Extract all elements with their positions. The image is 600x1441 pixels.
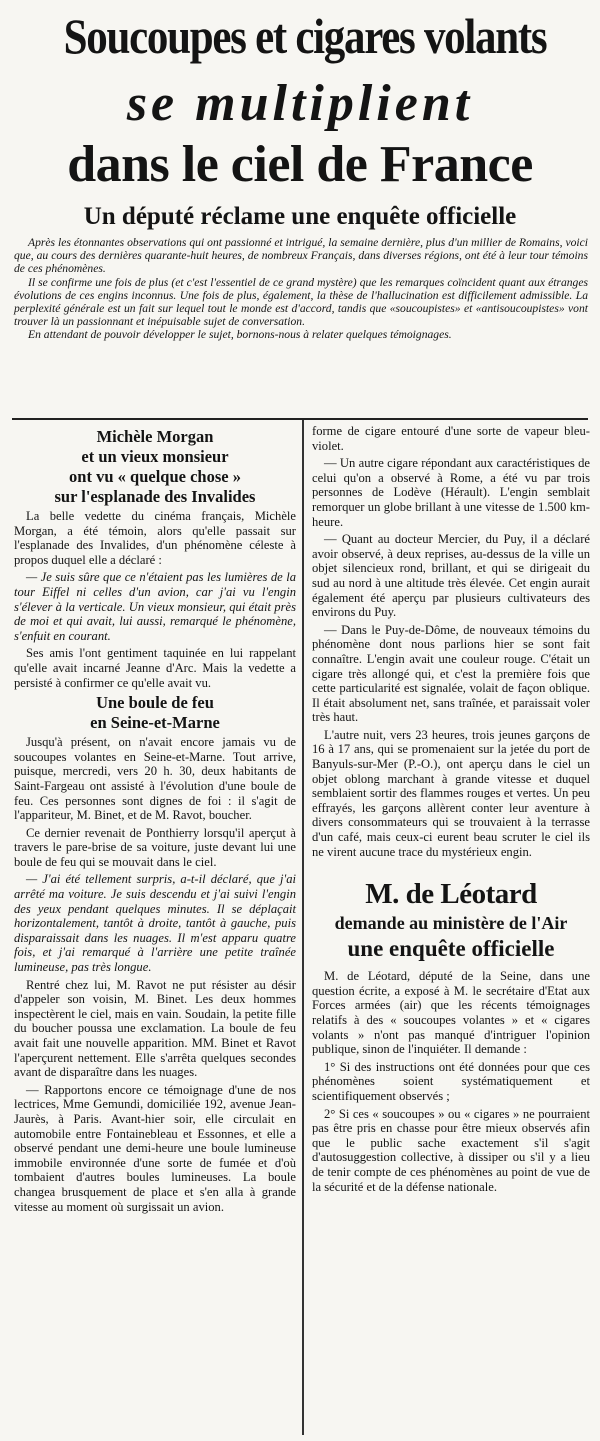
headline-line-1: Soucoupes et cigares volants — [63, 8, 547, 64]
right-column — [312, 424, 590, 1197]
column-top-rule — [12, 418, 588, 420]
left-column — [14, 424, 296, 1217]
leotard-heading-line-3: une enquête officielle — [347, 936, 555, 962]
leotard-heading-line-1: M. de Léotard — [365, 878, 537, 911]
morgan-heading — [14, 427, 296, 507]
leotard-heading — [312, 877, 590, 963]
intro-paragraph: Il se confirme une fois de plus (et c'est l'essentiel de ce grand mystère) que les remarques coïncident quant aux étranges évolutions de ces engins inconnus. Une fois de plus, également, la thèse de l'hallucination est difficilement admissible. La perplexité générale est un fait sur lequel tout le monde est d'accord, tandis que «soucoupistes» et «antisoucoupistes» vont trouver là un passionnant et inépuisable sujet de conversation. — [14, 275, 588, 329]
heading-line: ont vu « quelque chose » — [69, 467, 241, 486]
subheadline: Un député réclame une enquête officielle — [83, 203, 517, 230]
intro-paragraphs — [14, 236, 588, 342]
intro-paragraph: Après les étonnantes observations qui ont passionné et intrigué, la semaine dernière, plus d'un millier de Romains, voici que, au cours des dernières quarante-huit heures, de nombreux Français, dans diverses régions, ont été à leur tour témoins de ces phénomènes. — [14, 236, 588, 276]
article-paragraph: M. de Léotard, député de la Seine, dans une question écrite, a exposé à M. le secrétaire d'Etat aux Forces armées (air) que les récents témoignages relatifs à des « soucoupes volantes » et « cigares volants » n'ont pas manqué d'intriguer l'opinion publique, sinon de l'inquiéter. Il demande : — [312, 969, 590, 1057]
article-paragraph: 1° Si des instructions ont été données pour que ces phénomènes soient systématiquement et scientifiquement observés ; — [312, 1059, 590, 1103]
article-paragraph: Ce dernier revenait de Ponthierry lorsqu'il aperçut à travers le pare-brise de sa voiture, juste devant lui une boule de feu qui se mouvait dans le ciel. — [14, 825, 296, 869]
article-paragraph: L'autre nuit, vers 23 heures, trois jeunes garçons de 16 à 17 ans, qui se promenaient sur la jetée du port de Banyuls-sur-Mer (P.-O.), ont aperçu dans le ciel un objet oblong marchant à grande vitesse et duquel semblaient sortir des flammes rouges et vertes. Un peu effrayés, les garçons allèrent conter leur aventure à divers consommateurs qui se trouvaient à la terrasse d'un café, mais ceux-ci eurent beau scruter le ciel ils ne virent aucune trace du mystérieux engin. — [312, 727, 590, 859]
article-paragraph: forme de cigare entouré d'une sorte de vapeur bleu-violet. — [312, 424, 590, 453]
boule-heading — [14, 693, 296, 733]
article-paragraph: — Dans le Puy-de-Dôme, de nouveaux témoins du phénomène dont nous parlions hier se sont fait connaître. L'engin avait une couleur rouge. C'était un cigare très allongé qui, et c'est la première fois que cette particularité est signalée, volait de façon oblique. Il était absolument net, sans traînée, et paraissait voler très haut. — [312, 622, 590, 725]
heading-line: Une boule de feu — [96, 693, 214, 713]
column-divider — [302, 420, 304, 1435]
article-paragraph: — Rapportons encore ce témoignage d'une de nos lectrices, Mme Gemundi, domiciliée 192, avenue Jean-Jaurès, à Paris. Avant-hier soir, elle circulait en automobile entre Fontainebleau et Essonnes, et elle a observé pendant une demi-heure une boule lumineuse immobile environnée d'une sorte de fumée et d'où tombaient d'autres boules lumineuses. La boule changea brusquement de place et s'en alla à grande vitesse au moment où surgissait un avion. — [14, 1082, 296, 1214]
article-paragraph: 2° Si ces « soucoupes » ou « cigares » ne pourraient pas être pris en chasse pour être mieux observés afin que le public sache exactement s'il s'agit d'autosuggestion collective, à dissiper ou s'il y a lieu de tenir compte de ces phénomènes au point de vue de la sécurité et de la défense nationale. — [312, 1106, 590, 1194]
heading-line: et un vieux monsieur — [81, 447, 229, 466]
leotard-heading-line-2: demande au ministère de l'Air — [334, 913, 568, 934]
article-paragraph: Ses amis l'ont gentiment taquinée en lui rappelant qu'elle avait incarné Jeanne d'Arc. Mais la vedette a persisté à confirmer ce qu'elle avait vu. — [14, 646, 296, 690]
quote-paragraph: — J'ai été tellement surpris, a-t-il déclaré, que j'ai arrêté ma voiture. Je suis descendu et j'ai suivi l'engin des yeux pendant quelques minutes. Il se déplaçait horizontalement, tantôt à droite, tantôt à gauche, puis disparaissait dans les nuages. Il m'est apparu quatre fois, et j'ai remarqué à l'arrière une petite traînée lumineuse, pas très longue. — [14, 872, 296, 975]
article-paragraph: La belle vedette du cinéma français, Michèle Morgan, a été témoin, alors qu'elle passait sur l'esplanade des Invalides, d'un phénomène céleste à propos duquel elle a déclaré : — [14, 509, 296, 567]
headline-line-3: dans le ciel de France — [67, 136, 533, 193]
heading-line: Michèle Morgan — [96, 427, 214, 446]
article-paragraph: — Quant au docteur Mercier, du Puy, il a déclaré avoir observé, à deux reprises, au-dessus de la ville un objet silencieux rond, brillant, et qui se dirigeait du sud au nord à une altitude très élevée. Cet engin aurait également été aperçu par plusieurs cultivateurs des environs du Puy. — [312, 532, 590, 620]
quote-paragraph: — Je suis sûre que ce n'étaient pas les lumières de la tour Eiffel ni celles d'un avion, car j'ai vu l'engin s'élever à la verticale. Un vieux monsieur, qui était près de moi et qui avait, lui aussi, remarqué le phénomène, s'enfuit en courant. — [14, 570, 296, 643]
heading-line: en Seine-et-Marne — [90, 713, 220, 733]
article-paragraph: Rentré chez lui, M. Ravot ne put résister au désir d'appeler son voisin, M. Binet. Les deux hommes inspectèrent le ciel, mais en vain. Soudain, la petite fille du boucher poussa une exclamation. La boule de feu avait fait une nouvelle apparition. MM. Binet et Ravot l'aperçurent nettement. Elle s'arrêta quelques secondes avant de disparaître dans les nuages. — [14, 977, 296, 1080]
intro-paragraph: En attendant de pouvoir développer le sujet, bornons-nous à relater quelques témoignages. — [28, 328, 452, 342]
article-paragraph: Jusqu'à présent, on n'avait encore jamais vu de soucoupes volantes en Seine-et-Marne. Tout arrive, puisque, mercredi, vers 20 h. 30, deux habitants de Saint-Fargeau ont assisté à l'évolution d'une boule de feu. Ces personnes sont dignes de foi : il s'agit de l'appariteur, M. Binet, et de M. Ravot, boucher. — [14, 735, 296, 823]
heading-line: sur l'esplanade des Invalides — [54, 487, 256, 506]
headline-line-2: se multiplient — [126, 75, 474, 132]
article-paragraph: — Un autre cigare répondant aux caractéristiques de celui qu'on a observé à Rome, a été vu par trois personnes de Lodève (Hérault). L'engin semblait remorquer un globe brillant à une vitesse de 1.500 km-heure. — [312, 456, 590, 529]
